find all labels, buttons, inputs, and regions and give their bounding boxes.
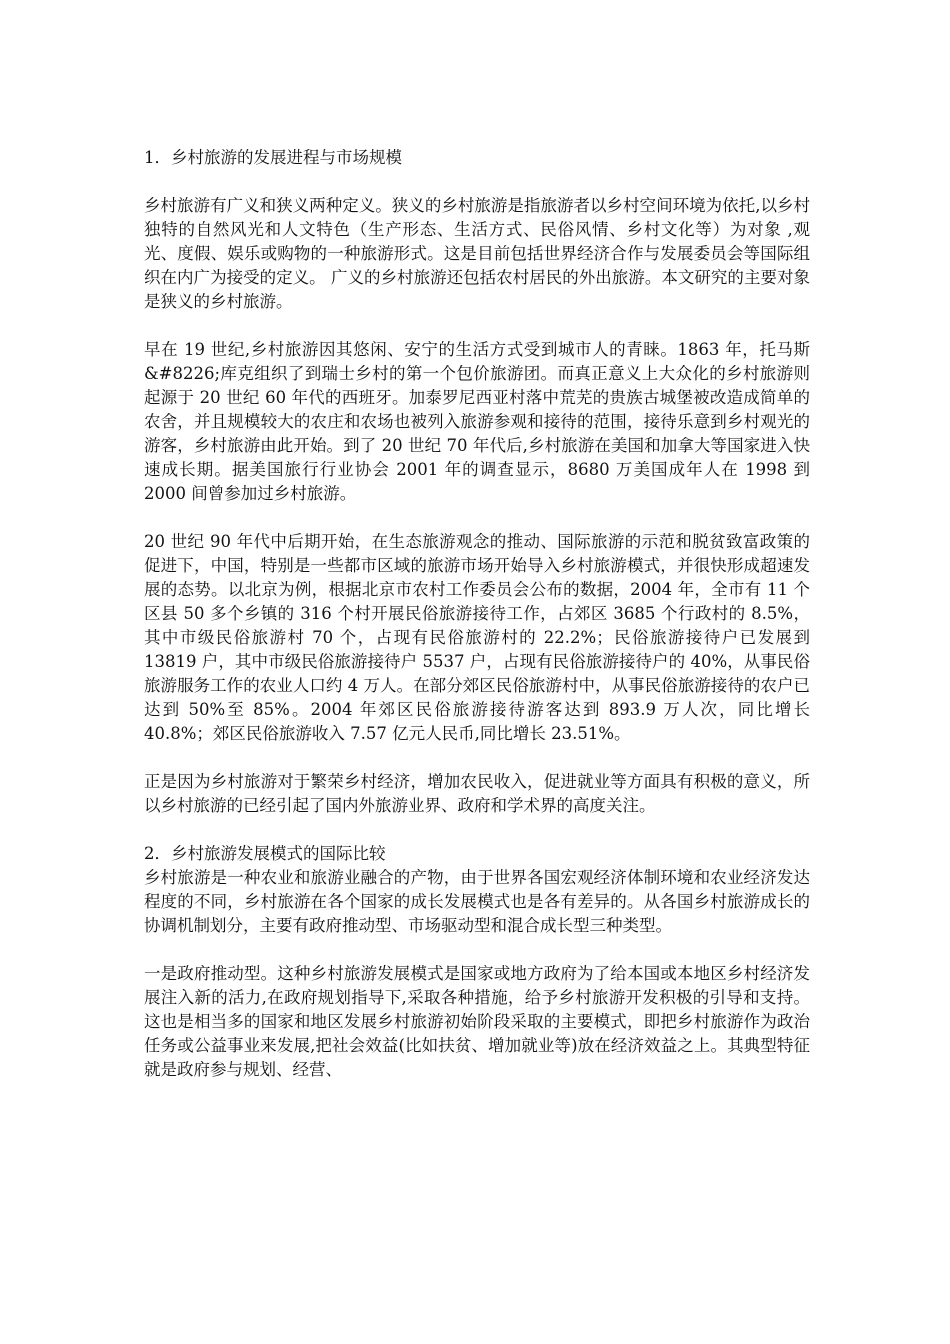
section-heading-2: 2．乡村旅游发展模式的国际比较 [144,844,386,863]
paragraph-history: 早在 19 世纪,乡村旅游因其悠闲、安宁的生活方式受到城市人的青睐。1863 年，托马斯&#8226;库克组织了到瑞士乡村的第一个包价旅游团。而真正意义上大众化的乡村旅游则起源于 20 世纪 60 年代的西班牙。加泰罗尼西亚村落中荒芜的贵族古城堡被改造成简单的农舍，并且规模较大的农庄和农场也被列入旅游参观和接待的范围，接待乐意到乡村观光的游客，乡村旅游由此开始。到了 20 世纪 70 年代后,乡村旅游在美国和加拿大等国家进入快速成长期。据美国旅行行业协会 2001 年的调查显示，8680 万美国成年人在 1998 到 2000 间曾参加过乡村旅游。 [144,340,810,503]
document-body [144,146,810,1082]
paragraph-government-driven: 一是政府推动型。这种乡村旅游发展模式是国家或地方政府为了给本国或本地区乡村经济发展注入新的活力,在政府规划指导下,采取各种措施，给予乡村旅游开发积极的引导和支持。这也是相当多的国家和地区发展乡村旅游初始阶段采取的主要模式，即把乡村旅游作为政治任务或公益事业来发展,把社会效益(比如扶贫、增加就业等)放在经济效益之上。其典型特征就是政府参与规划、经营、 [144,964,810,1079]
paragraph-significance: 正是因为乡村旅游对于繁荣乡村经济，增加农民收入，促进就业等方面具有积极的意义，所以乡村旅游的已经引起了国内外旅游业界、政府和学术界的高度关注。 [144,772,810,815]
section-heading-1: 1．乡村旅游的发展进程与市场规模 [144,148,402,167]
paragraph-models-overview: 乡村旅游是一种农业和旅游业融合的产物，由于世界各国宏观经济体制环境和农业经济发达程度的不同，乡村旅游在各个国家的成长发展模式也是各有差异的。从各国乡村旅游成长的协调机制划分，主要有政府推动型、市场驱动型和混合成长型三种类型。 [144,868,810,935]
paragraph-definition: 乡村旅游有广义和狭义两种定义。狭义的乡村旅游是指旅游者以乡村空间环境为依托,以乡村独特的自然风光和人文特色（生产形态、生活方式、民俗风情、乡村文化等）为对象 ,观光、度假、娱乐或购物的一种旅游形式。这是目前包括世界经济合作与发展委员会等国际组织在内广为接受的定义。 广义的乡村旅游还包括农村居民的外出旅游。本文研究的主要对象是狭义的乡村旅游。 [144,196,810,311]
paragraph-china-beijing: 20 世纪 90 年代中后期开始，在生态旅游观念的推动、国际旅游的示范和脱贫致富政策的促进下，中国，特别是一些都市区域的旅游市场开始导入乡村旅游模式，并很快形成超速发展的态势。以北京为例，根据北京市农村工作委员会公布的数据，2004 年，全市有 11 个区县 50 多个乡镇的 316 个村开展民俗旅游接待工作，占郊区 3685 个行政村的 8.5%，其中市级民俗旅游村 70 个，占现有民俗旅游村的 22.2%；民俗旅游接待户已发展到 13819 户，其中市级民俗旅游接待户 5537 户，占现有民俗旅游接待户的 40%，从事民俗旅游服务工作的农业人口约 4 万人。在部分郊区民俗旅游村中，从事民俗旅游接待的农户已达到 50%至 85%。2004 年郊区民俗旅游接待游客达到 893.9 万人次，同比增长 40.8%；郊区民俗旅游收入 7.57 亿元人民币,同比增长 23.51%。 [144,532,810,743]
